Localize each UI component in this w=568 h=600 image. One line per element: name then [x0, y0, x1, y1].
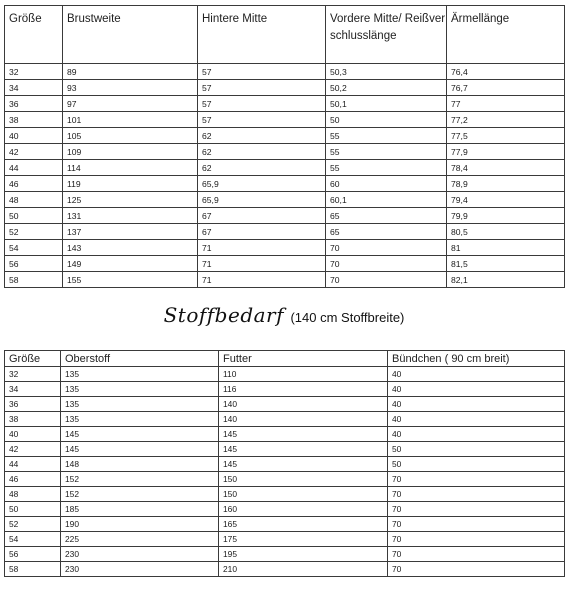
cell-size: 36 — [5, 397, 61, 412]
cell-cuffs: 40 — [388, 367, 565, 382]
table-row — [5, 502, 565, 517]
cell-front-center: 60,1 — [326, 192, 447, 208]
cell-size: 32 — [5, 367, 61, 382]
cell-back-center: 71 — [198, 240, 326, 256]
cell-front-center: 50,3 — [326, 64, 447, 80]
col-header-size: Größe — [5, 6, 63, 64]
cell-chest-width: 143 — [63, 240, 198, 256]
cell-sleeve-length: 77,5 — [447, 128, 565, 144]
cell-outer-fabric: 190 — [61, 517, 219, 532]
cell-front-center: 55 — [326, 144, 447, 160]
cell-chest-width: 109 — [63, 144, 198, 160]
cell-outer-fabric: 135 — [61, 397, 219, 412]
table-row — [5, 256, 565, 272]
cell-chest-width: 114 — [63, 160, 198, 176]
table-row — [5, 224, 565, 240]
table-row — [5, 532, 565, 547]
cell-lining: 160 — [219, 502, 388, 517]
cell-size: 56 — [5, 256, 63, 272]
cell-front-center: 70 — [326, 256, 447, 272]
cell-back-center: 65,9 — [198, 176, 326, 192]
table-row — [5, 397, 565, 412]
table-row — [5, 472, 565, 487]
cell-size: 38 — [5, 112, 63, 128]
table-row — [5, 96, 565, 112]
cell-chest-width: 93 — [63, 80, 198, 96]
cell-lining: 175 — [219, 532, 388, 547]
cell-sleeve-length: 79,4 — [447, 192, 565, 208]
cell-size: 58 — [5, 562, 61, 577]
cell-back-center: 65,9 — [198, 192, 326, 208]
col-header-front-center-zipper: Vordere Mitte/ Reißverschlusslänge — [326, 6, 447, 64]
cell-front-center: 65 — [326, 224, 447, 240]
table-row — [5, 160, 565, 176]
col-header-outer-fabric: Oberstoff — [61, 351, 219, 367]
table-row — [5, 64, 565, 80]
table-row — [5, 192, 565, 208]
cell-sleeve-length: 79,9 — [447, 208, 565, 224]
cell-chest-width: 97 — [63, 96, 198, 112]
cell-cuffs: 70 — [388, 517, 565, 532]
cell-cuffs: 50 — [388, 442, 565, 457]
cell-outer-fabric: 145 — [61, 427, 219, 442]
cell-cuffs: 40 — [388, 412, 565, 427]
cell-lining: 116 — [219, 382, 388, 397]
cell-back-center: 71 — [198, 256, 326, 272]
cell-size: 48 — [5, 487, 61, 502]
cell-outer-fabric: 148 — [61, 457, 219, 472]
cell-size: 42 — [5, 144, 63, 160]
table-row — [5, 562, 565, 577]
cell-size: 48 — [5, 192, 63, 208]
cell-back-center: 67 — [198, 224, 326, 240]
table-row — [5, 367, 565, 382]
cell-size: 34 — [5, 382, 61, 397]
cell-cuffs: 70 — [388, 532, 565, 547]
cell-cuffs: 70 — [388, 487, 565, 502]
cell-back-center: 71 — [198, 272, 326, 288]
cell-sleeve-length: 82,1 — [447, 272, 565, 288]
cell-outer-fabric: 230 — [61, 562, 219, 577]
cell-size: 44 — [5, 160, 63, 176]
col-header-back-center: Hintere Mitte — [198, 6, 326, 64]
cell-chest-width: 101 — [63, 112, 198, 128]
cell-front-center: 60 — [326, 176, 447, 192]
cell-size: 40 — [5, 128, 63, 144]
table-row — [5, 487, 565, 502]
cell-front-center: 70 — [326, 272, 447, 288]
cell-back-center: 62 — [198, 160, 326, 176]
cell-cuffs: 70 — [388, 547, 565, 562]
cell-back-center: 57 — [198, 112, 326, 128]
table-row — [5, 208, 565, 224]
col-header-cuffs: Bündchen ( 90 cm breit) — [388, 351, 565, 367]
table-row — [5, 144, 565, 160]
cell-outer-fabric: 185 — [61, 502, 219, 517]
cell-outer-fabric: 152 — [61, 487, 219, 502]
cell-lining: 150 — [219, 487, 388, 502]
table-row — [5, 80, 565, 96]
cell-sleeve-length: 78,4 — [447, 160, 565, 176]
cell-lining: 140 — [219, 412, 388, 427]
table-row — [5, 112, 565, 128]
cell-cuffs: 50 — [388, 457, 565, 472]
cell-lining: 140 — [219, 397, 388, 412]
cell-outer-fabric: 135 — [61, 382, 219, 397]
cell-cuffs: 40 — [388, 427, 565, 442]
cell-lining: 210 — [219, 562, 388, 577]
table-row — [5, 547, 565, 562]
cell-size: 46 — [5, 176, 63, 192]
cell-back-center: 62 — [198, 144, 326, 160]
cell-sleeve-length: 81,5 — [447, 256, 565, 272]
cell-size: 38 — [5, 412, 61, 427]
cell-front-center: 55 — [326, 128, 447, 144]
col-header-chest-width: Brustweite — [63, 6, 198, 64]
table-row — [5, 176, 565, 192]
table-row — [5, 517, 565, 532]
cell-size: 34 — [5, 80, 63, 96]
cell-sleeve-length: 81 — [447, 240, 565, 256]
cell-size: 40 — [5, 427, 61, 442]
cell-outer-fabric: 135 — [61, 367, 219, 382]
col-header-size: Größe — [5, 351, 61, 367]
cell-cuffs: 70 — [388, 562, 565, 577]
table-row — [5, 442, 565, 457]
cell-cuffs: 40 — [388, 382, 565, 397]
cell-size: 42 — [5, 442, 61, 457]
cell-back-center: 57 — [198, 80, 326, 96]
table-row — [5, 272, 565, 288]
cell-size: 56 — [5, 547, 61, 562]
fabric-table-header-row — [5, 351, 565, 367]
cell-lining: 145 — [219, 442, 388, 457]
cell-outer-fabric: 230 — [61, 547, 219, 562]
cell-lining: 195 — [219, 547, 388, 562]
cell-front-center: 50,2 — [326, 80, 447, 96]
cell-sleeve-length: 76,7 — [447, 80, 565, 96]
cell-size: 54 — [5, 532, 61, 547]
cell-cuffs: 70 — [388, 472, 565, 487]
cell-lining: 165 — [219, 517, 388, 532]
table-row — [5, 128, 565, 144]
col-header-sleeve-length: Ärmellänge — [447, 6, 565, 64]
cell-sleeve-length: 77,9 — [447, 144, 565, 160]
size-table-header-row — [5, 6, 565, 64]
table-row — [5, 412, 565, 427]
cell-size: 58 — [5, 272, 63, 288]
cell-front-center: 55 — [326, 160, 447, 176]
cell-size: 50 — [5, 502, 61, 517]
cell-cuffs: 70 — [388, 502, 565, 517]
cell-chest-width: 149 — [63, 256, 198, 272]
cell-lining: 150 — [219, 472, 388, 487]
cell-size: 50 — [5, 208, 63, 224]
cell-back-center: 62 — [198, 128, 326, 144]
cell-front-center: 50,1 — [326, 96, 447, 112]
cell-outer-fabric: 135 — [61, 412, 219, 427]
cell-sleeve-length: 80,5 — [447, 224, 565, 240]
fabric-width-note: (140 cm Stoffbreite) — [290, 310, 405, 325]
cell-size: 52 — [5, 517, 61, 532]
cell-outer-fabric: 152 — [61, 472, 219, 487]
cell-outer-fabric: 145 — [61, 442, 219, 457]
table-row — [5, 457, 565, 472]
table-row — [5, 427, 565, 442]
cell-sleeve-length: 76,4 — [447, 64, 565, 80]
cell-sleeve-length: 77 — [447, 96, 565, 112]
cell-cuffs: 40 — [388, 397, 565, 412]
cell-chest-width: 131 — [63, 208, 198, 224]
cell-front-center: 50 — [326, 112, 447, 128]
cell-size: 46 — [5, 472, 61, 487]
cell-chest-width: 105 — [63, 128, 198, 144]
size-measurement-table — [4, 5, 565, 288]
cell-size: 52 — [5, 224, 63, 240]
table-row — [5, 240, 565, 256]
fabric-requirement-table — [4, 350, 565, 577]
cell-lining: 145 — [219, 427, 388, 442]
fabric-requirement-title: Stoffbedarf — [163, 303, 285, 327]
cell-back-center: 67 — [198, 208, 326, 224]
cell-chest-width: 125 — [63, 192, 198, 208]
cell-front-center: 70 — [326, 240, 447, 256]
cell-size: 44 — [5, 457, 61, 472]
cell-chest-width: 89 — [63, 64, 198, 80]
cell-lining: 145 — [219, 457, 388, 472]
cell-chest-width: 137 — [63, 224, 198, 240]
cell-sleeve-length: 78,9 — [447, 176, 565, 192]
cell-back-center: 57 — [198, 96, 326, 112]
cell-size: 36 — [5, 96, 63, 112]
cell-front-center: 65 — [326, 208, 447, 224]
cell-chest-width: 119 — [63, 176, 198, 192]
table-row — [5, 382, 565, 397]
fabric-requirement-caption — [0, 303, 568, 333]
cell-outer-fabric: 225 — [61, 532, 219, 547]
cell-sleeve-length: 77,2 — [447, 112, 565, 128]
cell-back-center: 57 — [198, 64, 326, 80]
cell-chest-width: 155 — [63, 272, 198, 288]
col-header-lining: Futter — [219, 351, 388, 367]
cell-size: 32 — [5, 64, 63, 80]
cell-lining: 110 — [219, 367, 388, 382]
cell-size: 54 — [5, 240, 63, 256]
